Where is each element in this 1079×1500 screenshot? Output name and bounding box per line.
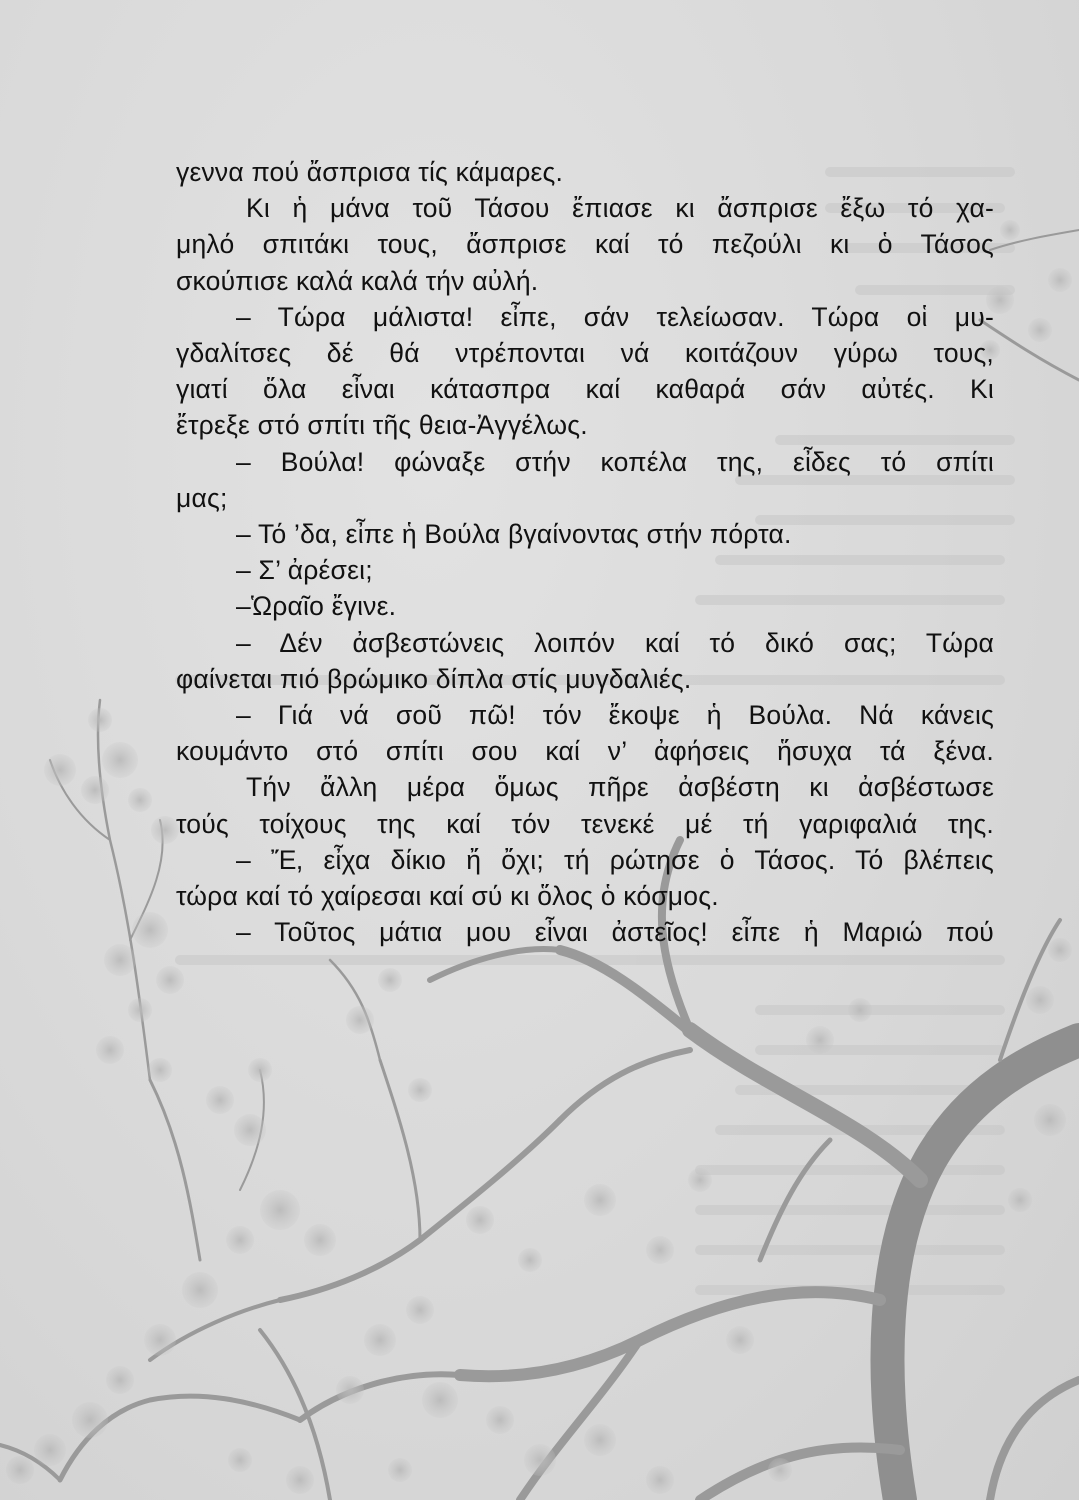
text-line: –Ὡραῖο ἔγινε. xyxy=(236,591,397,622)
text-line: – Ἔ, εἶχα δίκιο ἤ ὄχι; τή ρώτησε ὁ Τάσος. Τό βλέπεις xyxy=(236,844,994,875)
text-line: τούς τοίχους της καί τόν τενεκέ μέ τή γαριφαλιά της. xyxy=(176,808,994,839)
text-line: – Δέν ἀσβεστώνεις λοιπόν καί τό δικό σας; Τώρα xyxy=(236,627,994,658)
text-line: Τήν ἄλλη μέρα ὅμως πῆρε ἀσβέστη κι ἀσβέστωσε xyxy=(246,772,994,803)
text-line: γιατί ὅλα εἶναι κάτασπρα καί καθαρά σάν αὐτές. Κι xyxy=(176,374,994,405)
text-line: μηλό σπιτάκι τους, ἄσπρισε καί τό πεζούλι κι ὁ Τάσος xyxy=(176,229,994,260)
text-line: – Γιά νά σοῦ πῶ! τόν ἔκοψε ἡ Βούλα. Νά κάνεις xyxy=(236,700,994,731)
text-line: κουμάντο στό σπίτι σου καί ν’ ἀφήσεις ἥσυχα τά ξένα. xyxy=(176,736,994,767)
text-line: γεννα πού ἄσπρισα τίς κάμαρες. xyxy=(176,157,564,187)
story-text xyxy=(176,154,994,950)
text-line: γδαλίτσες δέ θά ντρέπονται νά κοιτάζουν γύρω τους, xyxy=(176,338,994,369)
text-line: τώρα καί τό χαίρεσαι καί σύ κι ὅλος ὁ κόσμος. xyxy=(176,881,719,912)
text-line: – Τοῦτος μάτια μου εἶναι ἀστεῖος! εἶπε ἡ Μαριώ πού xyxy=(236,917,994,948)
text-line: σκούπισε καλά καλά τήν αὐλή. xyxy=(176,265,539,296)
text-line: – Τό ’δα, εἶπε ἡ Βούλα βγαίνοντας στήν πόρτα. xyxy=(236,519,792,550)
text-line: ἔτρεξε στό σπίτι τῆς θεια-Ἀγγέλως. xyxy=(176,410,588,441)
text-line: – Σ’ ἀρέσει; xyxy=(236,555,373,586)
text-line: Κι ἡ μάνα τοῦ Τάσου ἔπιασε κι ἄσπρισε ἔξω τό χα- xyxy=(246,193,994,224)
text-line: μας; xyxy=(176,482,228,513)
text-line: – Τώρα μάλιστα! εἶπε, σάν τελείωσαν. Τώρα οἱ μυ- xyxy=(236,301,994,332)
text-line: φαίνεται πιό βρώμικο δίπλα στίς μυγδαλιές. xyxy=(176,663,692,694)
text-line: – Βούλα! φώναξε στήν κοπέλα της, εἶδες τό σπίτι xyxy=(236,446,994,477)
